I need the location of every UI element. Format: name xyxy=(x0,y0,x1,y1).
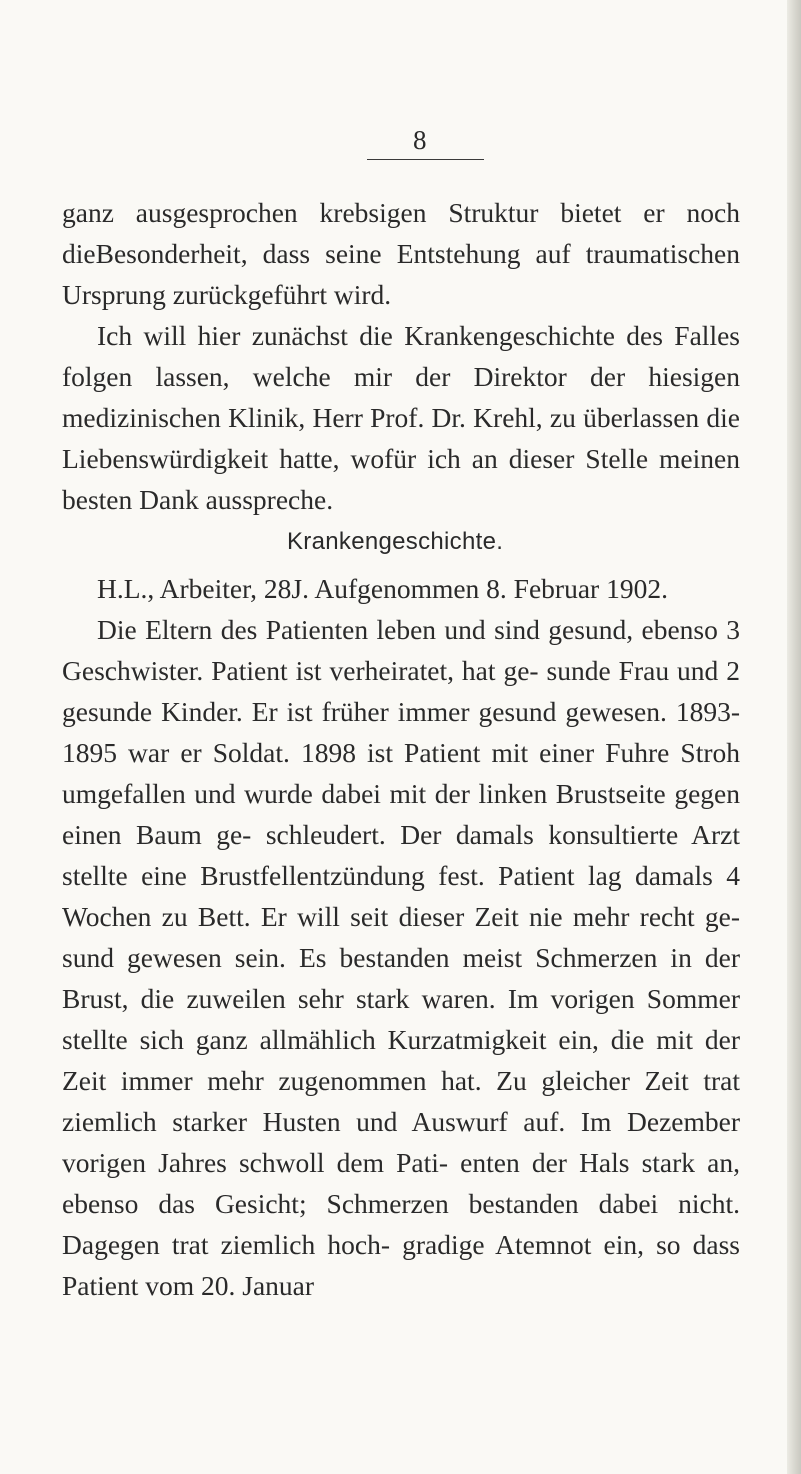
paragraph-anamnesis: Die Eltern des Patienten leben und sind gesund, ebenso 3 Geschwister. Patient ist verheiratet, hat ge- sunde Frau und 2 gesunde Kinder. Er ist früher immer gesund gewesen. 1893-1895 war er Soldat. 1898 ist Patient mit einer Fuhre Stroh umgefallen und wurde dabei mit der linken Brustseite gegen einen Baum ge- schleudert. Der damals konsultierte Arzt stellte eine Brustfellentzündung fest. Patient lag damals 4 Wochen zu Bett. Er will seit dieser Zeit nie mehr recht ge- sund gewesen sein. Es bestanden meist Schmerzen in der Brust, die zuweilen sehr stark waren. Im vorigen Sommer stellte sich ganz allmählich Kurzatmigkeit ein, die mit der Zeit immer mehr zugenommen hat. Zu gleicher Zeit trat ziemlich starker Husten und Auswurf auf. Im Dezember vorigen Jahres schwoll dem Pati- enten der Hals stark an, ebenso das Gesicht; Schmerzen bestanden dabei nicht. Dagegen trat ziemlich hoch- gradige Atemnot ein, so dass Patient vom 20. Januar xyxy=(62,614,740,1301)
paragraph-acknowledgement: Ich will hier zunächst die Krankengeschichte des Falles folgen lassen, welche mir der Direktor der hiesigen medizinischen Klinik, Herr Prof. Dr. Krehl, zu überlassen die Liebenswürdigkeit hatte, wofür ich an dieser Stelle meinen besten Dank ausspreche. xyxy=(62,320,740,515)
page-number: 8 xyxy=(413,125,427,155)
page-edge-shadow xyxy=(787,0,801,1474)
paragraph-intro-continuation: ganz ausgesprochen krebsigen Struktur bietet er noch dieBesonderheit, dass seine Entstehung auf traumatischen Ursprung zurückgeführt wird. xyxy=(62,197,740,310)
section-heading: Krankengeschichte. xyxy=(287,528,504,555)
header-rule xyxy=(367,159,484,160)
paragraph-patient-info: H.L., Arbeiter, 28J. Aufgenommen 8. Februar 1902. xyxy=(97,573,668,604)
